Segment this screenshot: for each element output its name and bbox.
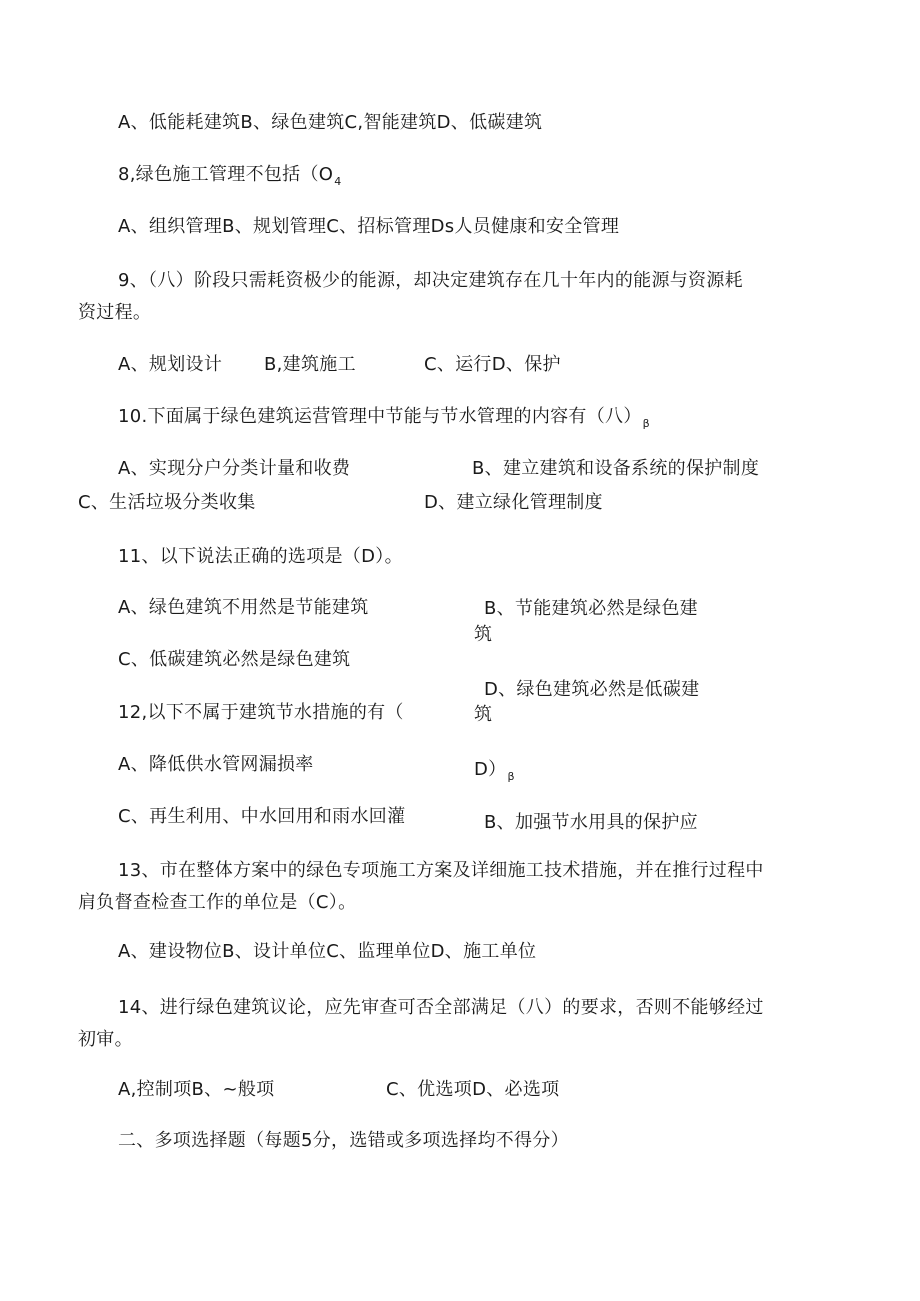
q10-option-c: C、生活垃圾分类收集 xyxy=(78,492,256,513)
q10-question: 10.下面属于绿色建筑运营管理中节能与节水管理的内容有（八）$_\beta$ xyxy=(118,406,650,430)
q13-question-line2: 肩负督查检查工作的单位是（C）。 xyxy=(78,892,357,913)
q8-question: 8,绿色施工管理不包括（$O_4$ xyxy=(118,164,342,188)
q10-option-b: B、建立建筑和设备系统的保护制度 xyxy=(472,458,760,479)
q11-option-b: B、节能建筑必然是绿色建 xyxy=(484,598,698,619)
q8-options: A、组织管理B、规划管理C、招标管理Ds人员健康和安全管理 xyxy=(118,216,620,237)
q12-option-c: C、再生利用、中水回用和雨水回灌 xyxy=(118,806,406,827)
q9-question-line1: 9、（八）阶段只需耗资极少的能源，却决定建筑存在几十年内的能源与资源耗 xyxy=(118,270,743,291)
q14-question-line1: 14、进行绿色建筑议论，应先审查可否全部满足（八）的要求，否则不能够经过 xyxy=(118,997,764,1018)
q14-option-ab: A,控制项B、~般项 xyxy=(118,1079,275,1100)
q11-option-b-wrap: 筑 xyxy=(474,624,493,645)
q12-answer: $D)_\beta$ xyxy=(474,759,515,783)
q11-option-a: A、绿色建筑不用然是节能建筑 xyxy=(118,597,369,618)
q12-option-a: A、降低供水管网漏损率 xyxy=(118,754,314,775)
q13-options: A、建设物位B、设计单位C、监理单位D、施工单位 xyxy=(118,941,537,962)
q11-option-d-wrap: 筑 xyxy=(474,704,493,725)
q13-question-line1: 13、市在整体方案中的绿色专项施工方案及详细施工技术措施，并在推行过程中 xyxy=(118,860,764,881)
q9-option-b: B,建筑施工 xyxy=(264,354,356,375)
q11-option-d: D、绿色建筑必然是低碳建 xyxy=(484,679,700,700)
q11-question: 11、以下说法正确的选项是（D）。 xyxy=(118,546,403,567)
q11-option-c: C、低碳建筑必然是绿色建筑 xyxy=(118,649,351,670)
q9-option-cd: C、运行D、保护 xyxy=(424,354,561,375)
q14-option-cd: C、优选项D、必选项 xyxy=(386,1079,560,1100)
q12-option-b: B、加强节水用具的保护应 xyxy=(484,812,698,833)
q10-option-d: D、建立绿化管理制度 xyxy=(424,492,603,513)
q12-question: 12,以下不属于建筑节水措施的有（ xyxy=(118,702,404,723)
q10-option-a: A、实现分户分类计量和收费 xyxy=(118,458,351,479)
section-heading-multiple-choice: 二、多项选择题（每题5分，选错或多项选择均不得分） xyxy=(118,1130,569,1151)
q9-question-line2: 资过程。 xyxy=(78,302,152,323)
q7-options: A、低能耗建筑B、绿色建筑C,智能建筑D、低碳建筑 xyxy=(118,112,543,133)
q14-question-line2: 初审。 xyxy=(78,1029,133,1050)
q9-option-a: A、规划设计 xyxy=(118,354,223,375)
